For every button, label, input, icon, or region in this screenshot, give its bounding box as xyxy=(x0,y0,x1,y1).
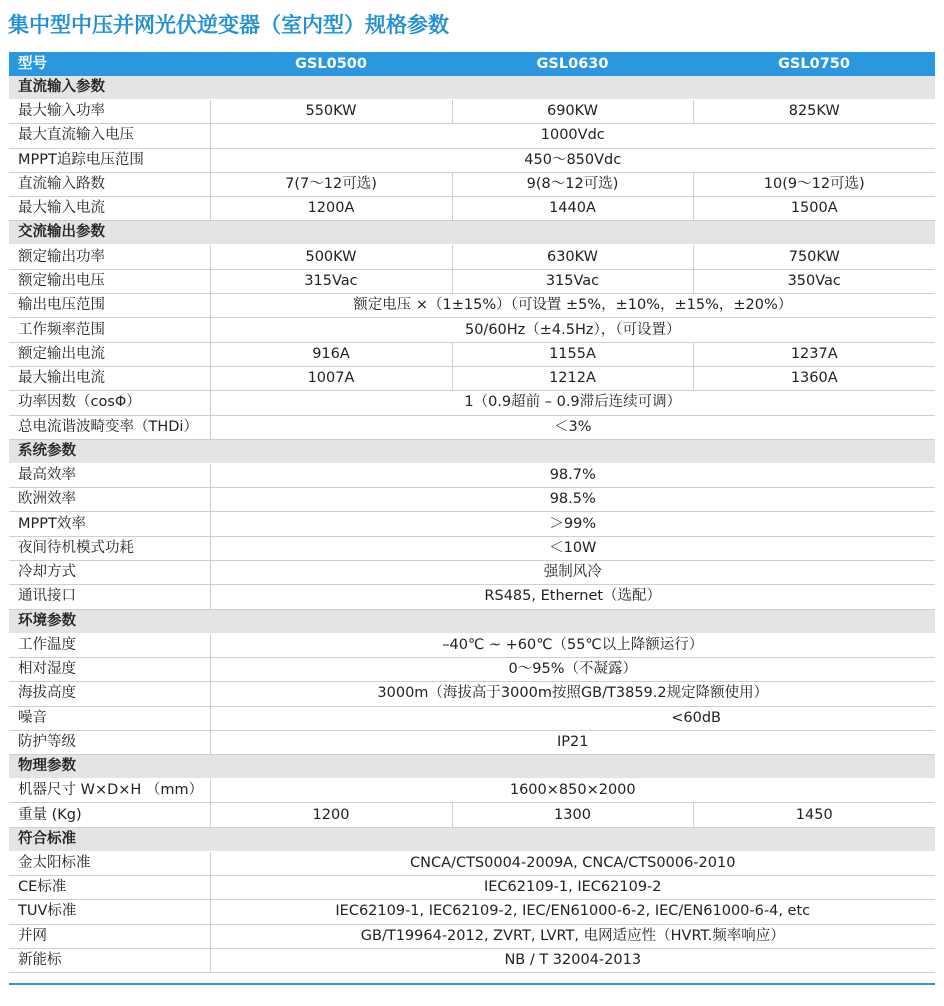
row-label: CE标准 xyxy=(9,876,210,900)
row-value: 1000Vdc xyxy=(210,124,935,148)
row-label: 最高效率 xyxy=(9,463,210,487)
spec-row xyxy=(9,245,935,269)
row-label: 直流输入路数 xyxy=(9,172,210,196)
spec-row xyxy=(9,633,935,657)
section-header xyxy=(9,439,935,463)
row-value: 1600×850×2000 xyxy=(210,779,935,803)
row-label: 额定输出功率 xyxy=(9,245,210,269)
spec-row xyxy=(9,269,935,293)
spec-row xyxy=(9,924,935,948)
row-value: 1155A xyxy=(452,342,693,366)
row-label: 噪音 xyxy=(9,706,210,730)
model-label: 型号 xyxy=(9,52,210,76)
section-title: 环境参数 xyxy=(9,609,935,633)
spec-row xyxy=(9,657,935,681)
row-value: 1200 xyxy=(210,803,452,827)
row-value: 450～850Vdc xyxy=(210,148,935,172)
row-value: 690KW xyxy=(452,100,693,124)
model-name: GSL0630 xyxy=(452,52,693,76)
row-value: 1360A xyxy=(693,366,935,390)
spec-row xyxy=(9,585,935,609)
model-name: GSL0750 xyxy=(693,52,935,76)
spec-row xyxy=(9,463,935,487)
row-value: 3000m（海拔高于3000m按照GB/T3859.2规定降额使用） xyxy=(210,682,935,706)
row-label: MPPT效率 xyxy=(9,512,210,536)
row-label: 欧洲效率 xyxy=(9,488,210,512)
spec-row xyxy=(9,536,935,560)
row-label: 防护等级 xyxy=(9,730,210,754)
row-value: 630KW xyxy=(452,245,693,269)
bottom-rule xyxy=(9,983,935,985)
spec-row xyxy=(9,148,935,172)
section-title: 系统参数 xyxy=(9,439,935,463)
section-title: 符合标准 xyxy=(9,827,935,851)
row-label: MPPT追踪电压范围 xyxy=(9,148,210,172)
spec-row xyxy=(9,851,935,875)
spec-row xyxy=(9,391,935,415)
section-title: 交流输出参数 xyxy=(9,221,935,245)
row-label: 输出电压范围 xyxy=(9,294,210,318)
row-label: 工作温度 xyxy=(9,633,210,657)
row-value: IEC62109-1, IEC62109-2 xyxy=(210,876,935,900)
model-name: GSL0500 xyxy=(210,52,452,76)
row-value: 1300 xyxy=(452,803,693,827)
row-label: 海拔高度 xyxy=(9,682,210,706)
row-label: TUV标准 xyxy=(9,900,210,924)
row-label: 机器尺寸 W×D×H （mm） xyxy=(9,779,210,803)
row-value: 500KW xyxy=(210,245,452,269)
row-value: 强制风冷 xyxy=(210,561,935,585)
row-label: 总电流谐波畸变率（THDi） xyxy=(9,415,210,439)
row-value: 0～95%（不凝露） xyxy=(210,657,935,681)
page-title: 集中型中压并网光伏逆变器（室内型）规格参数 xyxy=(8,13,449,37)
spec-row xyxy=(9,803,935,827)
spec-row xyxy=(9,682,935,706)
spec-row xyxy=(9,779,935,803)
row-value: 1440A xyxy=(452,197,693,221)
row-value: GB/T19964-2012, ZVRT, LVRT, 电网适应性（HVRT.频率响应） xyxy=(210,924,935,948)
spec-row xyxy=(9,488,935,512)
row-value: 315Vac xyxy=(210,269,452,293)
row-value: RS485, Ethernet（选配） xyxy=(210,585,935,609)
spec-row xyxy=(9,730,935,754)
spec-row xyxy=(9,366,935,390)
row-value: 98.5% xyxy=(210,488,935,512)
row-value: 50/60Hz（±4.5Hz），（可设置） xyxy=(210,318,935,342)
row-label: 最大输入电流 xyxy=(9,197,210,221)
row-value: IP21 xyxy=(210,730,935,754)
spec-row xyxy=(9,124,935,148)
row-value: 1200A xyxy=(210,197,452,221)
spec-row xyxy=(9,318,935,342)
spec-table-body xyxy=(9,52,935,973)
row-label: 并网 xyxy=(9,924,210,948)
row-value: 1450 xyxy=(693,803,935,827)
spec-row xyxy=(9,948,935,972)
section-header xyxy=(9,827,935,851)
row-value: 1（0.9超前 – 0.9滞后连续可调） xyxy=(210,391,935,415)
spec-row xyxy=(9,876,935,900)
row-value: 1212A xyxy=(452,366,693,390)
spec-row xyxy=(9,197,935,221)
row-value: ＜10W xyxy=(210,536,935,560)
row-value: 7(7～12可选) xyxy=(210,172,452,196)
row-label: 最大直流输入电压 xyxy=(9,124,210,148)
section-title: 物理参数 xyxy=(9,755,935,779)
spec-row xyxy=(9,561,935,585)
header-row xyxy=(9,52,935,76)
row-value: 825KW xyxy=(693,100,935,124)
row-value: 315Vac xyxy=(452,269,693,293)
section-header xyxy=(9,76,935,100)
spec-row xyxy=(9,415,935,439)
row-label: 最大输入功率 xyxy=(9,100,210,124)
spec-row xyxy=(9,294,935,318)
row-value: 1500A xyxy=(693,197,935,221)
row-value: 10(9～12可选) xyxy=(693,172,935,196)
row-label: 额定输出电压 xyxy=(9,269,210,293)
row-value: 1237A xyxy=(693,342,935,366)
spec-row xyxy=(9,172,935,196)
spec-table xyxy=(9,52,935,973)
row-value: 550KW xyxy=(210,100,452,124)
section-header xyxy=(9,221,935,245)
row-label: 相对湿度 xyxy=(9,657,210,681)
row-label: 最大输出电流 xyxy=(9,366,210,390)
spec-row xyxy=(9,706,935,730)
row-label: 新能标 xyxy=(9,948,210,972)
row-value: 750KW xyxy=(693,245,935,269)
row-label: 功率因数（cosΦ） xyxy=(9,391,210,415)
row-label: 金太阳标准 xyxy=(9,851,210,875)
row-value: –40℃ ~ +60℃（55℃以上降额运行） xyxy=(210,633,935,657)
row-label: 通讯接口 xyxy=(9,585,210,609)
section-title: 直流输入参数 xyxy=(9,76,935,100)
section-header xyxy=(9,755,935,779)
row-value: 9(8～12可选) xyxy=(452,172,693,196)
row-label: 重量 (Kg) xyxy=(9,803,210,827)
spec-row xyxy=(9,100,935,124)
row-value: 350Vac xyxy=(693,269,935,293)
spec-row xyxy=(9,900,935,924)
section-header xyxy=(9,609,935,633)
row-label: 夜间待机模式功耗 xyxy=(9,536,210,560)
row-value: 916A xyxy=(210,342,452,366)
row-value: <60dB xyxy=(210,706,935,730)
row-label: 工作频率范围 xyxy=(9,318,210,342)
row-value: ＞99% xyxy=(210,512,935,536)
row-value: 98.7% xyxy=(210,463,935,487)
row-label: 额定输出电流 xyxy=(9,342,210,366)
row-value: IEC62109-1, IEC62109-2, IEC/EN61000-6-2, IEC/EN61000-6-4, etc xyxy=(210,900,935,924)
row-value: 1007A xyxy=(210,366,452,390)
row-value: ＜3% xyxy=(210,415,935,439)
spec-row xyxy=(9,342,935,366)
row-value: NB / T 32004-2013 xyxy=(210,948,935,972)
row-value: CNCA/CTS0004-2009A, CNCA/CTS0006-2010 xyxy=(210,851,935,875)
spec-row xyxy=(9,512,935,536)
row-value: 额定电压 ×（1±15%）（可设置 ±5%，±10%，±15%，±20%） xyxy=(210,294,935,318)
row-label: 冷却方式 xyxy=(9,561,210,585)
